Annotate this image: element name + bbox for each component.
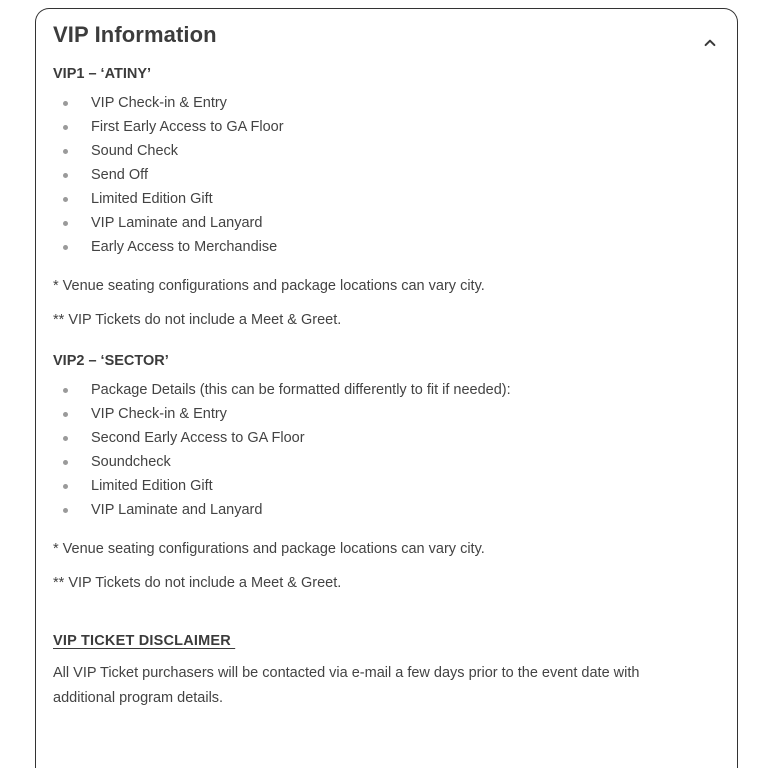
package-list-vip1 xyxy=(53,91,713,259)
bullet-icon xyxy=(63,173,68,178)
list-item-label: VIP Laminate and Lanyard xyxy=(91,502,263,519)
vip-information-card xyxy=(35,8,738,768)
bullet-icon xyxy=(63,101,68,106)
list-item xyxy=(53,378,713,402)
page-title: VIP Information xyxy=(53,22,217,47)
spacer xyxy=(53,259,713,276)
package-heading-vip2: VIP2 – ‘SECTOR’ xyxy=(53,352,169,369)
bullet-icon xyxy=(63,388,68,393)
spacer xyxy=(53,649,713,661)
list-item xyxy=(53,450,713,474)
package-list-vip2 xyxy=(53,378,713,522)
bullet-icon xyxy=(63,460,68,465)
package-note: ** VIP Tickets do not include a Meet & Greet. xyxy=(53,311,342,328)
list-item-label: Sound Check xyxy=(91,143,179,160)
list-item-label: First Early Access to GA Floor xyxy=(91,119,284,136)
list-item-label: VIP Laminate and Lanyard xyxy=(91,215,263,232)
list-item-label: Early Access to Merchandise xyxy=(91,239,278,256)
package-note: * Venue seating configurations and package locations can vary city. xyxy=(53,278,485,295)
list-item xyxy=(53,426,713,450)
package-note: * Venue seating configurations and package locations can vary city. xyxy=(53,541,485,558)
list-item xyxy=(53,474,713,498)
list-item xyxy=(53,139,713,163)
bullet-icon xyxy=(63,125,68,130)
bullet-icon xyxy=(63,197,68,202)
bullet-icon xyxy=(63,221,68,226)
spacer xyxy=(53,298,713,310)
spacer xyxy=(53,561,713,573)
list-item-label: Package Details (this can be formatted differently to fit if needed): xyxy=(91,382,511,399)
list-item-label: Second Early Access to GA Floor xyxy=(91,430,305,447)
list-item xyxy=(53,211,713,235)
list-item xyxy=(53,402,713,426)
list-item-label: Soundcheck xyxy=(91,454,171,471)
bullet-icon xyxy=(63,245,68,250)
disclaimer-title: VIP TICKET DISCLAIMER xyxy=(53,632,236,649)
list-item-label: Limited Edition Gift xyxy=(91,191,213,208)
package-note: ** VIP Tickets do not include a Meet & Greet. xyxy=(53,574,342,591)
package-heading-vip1: VIP1 – ‘ATINY’ xyxy=(53,65,152,82)
spacer xyxy=(53,332,713,352)
spacer xyxy=(53,522,713,539)
list-item xyxy=(53,91,713,115)
card-inner xyxy=(36,9,737,711)
bullet-icon xyxy=(63,436,68,441)
bullet-icon xyxy=(63,149,68,154)
list-item-label: VIP Check-in & Entry xyxy=(91,406,227,423)
list-item xyxy=(53,187,713,211)
spacer xyxy=(53,595,713,633)
list-item xyxy=(53,115,713,139)
list-item-label: Send Off xyxy=(91,167,148,184)
card-header xyxy=(53,21,713,49)
list-item-label: VIP Check-in & Entry xyxy=(91,95,227,112)
list-item xyxy=(53,163,713,187)
bullet-icon xyxy=(63,484,68,489)
card-body xyxy=(53,49,713,711)
bullet-icon xyxy=(63,412,68,417)
disclaimer-body: All VIP Ticket purchasers will be contacted via e-mail a few days prior to the event date with additional program details. xyxy=(53,664,640,706)
list-item-label: Limited Edition Gift xyxy=(91,478,213,495)
list-item xyxy=(53,498,713,522)
list-item xyxy=(53,235,713,259)
chevron-up-icon[interactable] xyxy=(697,30,723,56)
bullet-icon xyxy=(63,508,68,513)
